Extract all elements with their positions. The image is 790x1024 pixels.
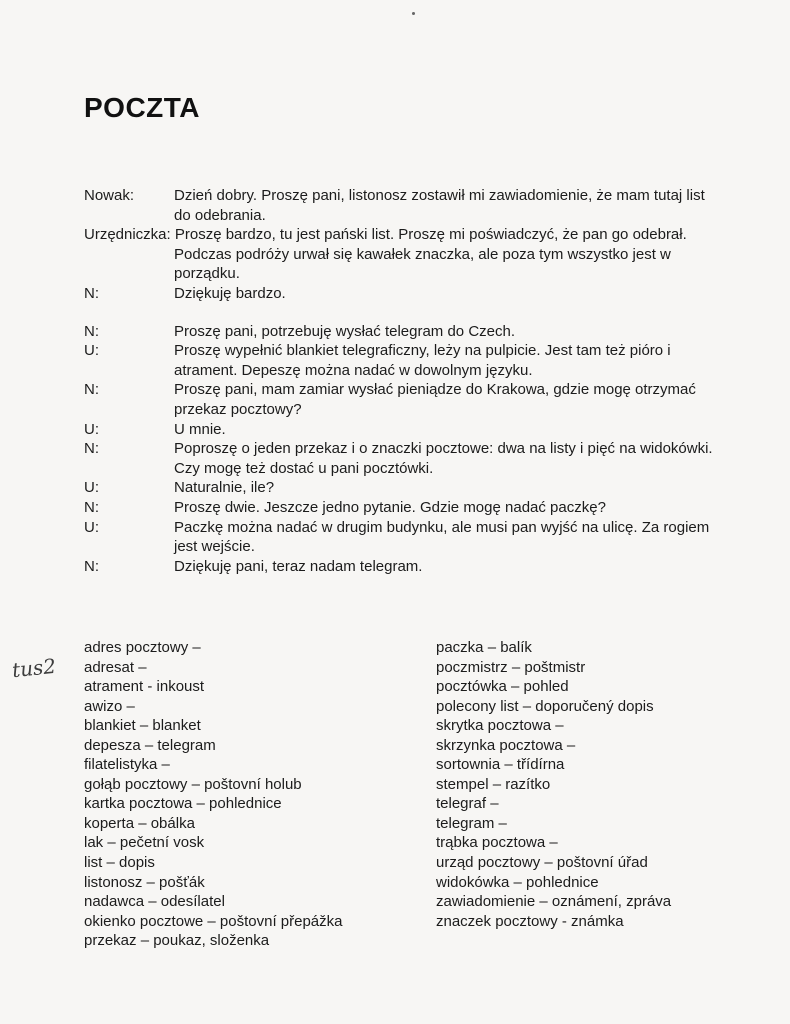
vocab-item: widokówka – pohlednice [436, 873, 599, 891]
dialogue-text: Proszę pani, mam zamiar wysłać pieniądze do Krakowa, gdzie mogę otrzymać przekaz pocztowy? [174, 381, 696, 418]
vocab-item: kartka pocztowa – pohlednice [84, 795, 282, 813]
dialogue-line [84, 380, 724, 419]
dialogue-text: Urzędniczka: Proszę bardzo, tu jest pański list. Proszę mi poświadczyć, że pan go odebrał. Podczas podróży urwał się kawałek znaczka, ale poza tym wszystko jest w porządku. [84, 226, 687, 283]
vocab-item: pocztówka – pohled [436, 678, 569, 696]
vocab-item: okienko pocztowe – poštovní přepážka [84, 912, 343, 930]
vocab-item: lak – pečetní vosk [84, 834, 205, 852]
speaker-label: U: [84, 518, 99, 536]
vocab-item: adres pocztowy – [84, 639, 201, 656]
dialogue-line [84, 225, 724, 284]
vocab-item: skrzynka pocztowa – [436, 736, 576, 754]
dialogue-line [84, 420, 724, 440]
speaker-label: N: [84, 322, 99, 340]
vocab-item: sortownia – třídírna [436, 756, 565, 774]
vocab-item: awizo – [84, 697, 135, 715]
speaker-label: N: [84, 557, 99, 575]
dialogue-line [84, 322, 724, 342]
vocab-item: telegraf – [436, 795, 499, 813]
vocab-item: trąbka pocztowa – [436, 834, 558, 852]
handwritten-note: tus2 [10, 653, 58, 683]
vocab-item: znaczek pocztowy - známka [436, 912, 624, 930]
dialogue-line [84, 341, 724, 380]
speaker-label: N: [84, 284, 99, 302]
vocab-item: depesza – telegram [84, 736, 216, 754]
vocab-item: blankiet – blanket [84, 717, 201, 735]
vocab-item: gołąb pocztowy – poštovní holub [84, 775, 302, 793]
ink-dot [412, 12, 415, 15]
dialogue-line [84, 186, 724, 225]
speaker-label: N: [84, 440, 99, 458]
dialogue-line [84, 518, 724, 557]
vocab-item: poczmistrz – poštmistr [436, 658, 586, 676]
dialogue-line [84, 498, 724, 518]
dialogue-text: Poproszę o jeden przekaz i o znaczki pocztowe: dwa na listy i pięć na widokówki. Czy mogę też dostać u pani pocztówki. [174, 440, 713, 477]
vocab-item: urząd pocztowy – poštovní úřad [436, 854, 648, 872]
vocab-item: paczka – balík [436, 639, 532, 656]
dialogue-text: U mnie. [174, 420, 226, 438]
vocab-item: koperta – obálka [84, 814, 195, 832]
dialogue-line [84, 439, 724, 478]
vocab-item: telegram – [436, 814, 507, 832]
speaker-label: N: [84, 381, 99, 399]
dialogue-text: Proszę wypełnić blankiet telegraficzny, leży na pulpicie. Jest tam też pióro i atrament. Depeszę można nadać w dowolnym języku. [174, 342, 671, 379]
dialogue-text: Dzień dobry. Proszę pani, listonosz zostawił mi zawiadomienie, że mam tutaj list do odebrania. [174, 187, 705, 224]
dialogue-text: Dziękuję pani, teraz nadam telegram. [174, 557, 423, 575]
dialogue-line [84, 557, 724, 577]
speaker-label: Nowak: [84, 187, 135, 204]
dialogue-text: Proszę pani, potrzebuję wysłać telegram do Czech. [174, 322, 516, 340]
vocab-item: list – dopis [84, 854, 155, 872]
speaker-label: N: [84, 498, 99, 516]
vocab-item: listonosz – pošťák [84, 873, 205, 891]
dialogue-text: Naturalnie, ile? [174, 479, 275, 497]
dialogue-text: Proszę dwie. Jeszcze jedno pytanie. Gdzie mogę nadać paczkę? [174, 498, 606, 516]
dialogue-line [84, 478, 724, 498]
vocab-item: filatelistyka – [84, 756, 170, 774]
vocab-item: polecony list – doporučený dopis [436, 697, 654, 715]
vocab-item: przekaz – poukaz, složenka [84, 932, 270, 950]
speaker-label: U: [84, 479, 99, 497]
dialogue-text: Dziękuję bardzo. [174, 284, 286, 302]
vocabulary-list-left [84, 638, 424, 951]
vocab-item: atrament - inkoust [84, 678, 205, 696]
vocab-item: stempel – razítko [436, 775, 551, 793]
vocab-item: adresat – [84, 658, 147, 676]
vocab-item: nadawca – odesílatel [84, 893, 225, 911]
vocabulary-list-right [436, 638, 756, 931]
speaker-label: U: [84, 342, 99, 360]
dialogue-section [84, 186, 724, 576]
speaker-label: U: [84, 420, 99, 438]
dialogue-line [84, 284, 724, 304]
vocab-item: zawiadomienie – oznámení, zpráva [436, 893, 672, 911]
vocab-item: skrytka pocztowa – [436, 717, 564, 735]
page-title: POCZTA [84, 92, 201, 123]
dialogue-text: Paczkę można nadać w drugim budynku, ale musi pan wyjść na ulicę. Za rogiem jest wejście. [174, 518, 710, 556]
